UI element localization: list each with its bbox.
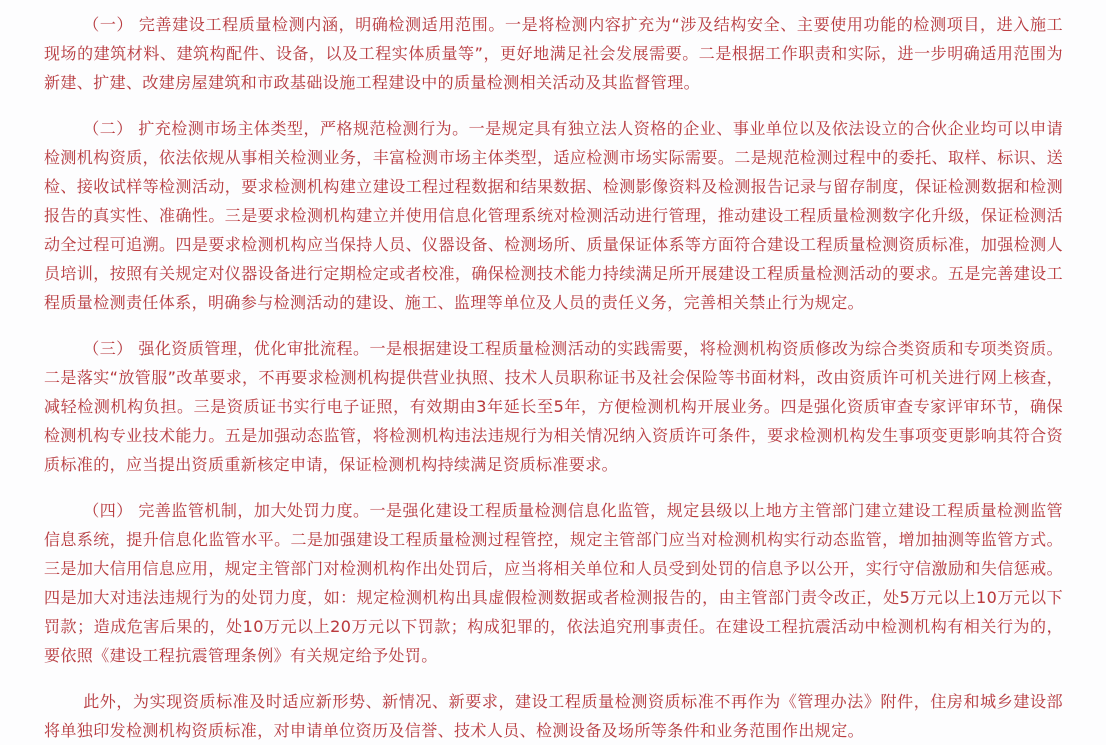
paragraph-5-additional-note: 此外，为实现资质标准及时适应新形势、新情况、新要求，建设工程质量检测资质标准不再作为《管理办法》附件，住房和城乡建设部将单独印发检测机构资质标准，对申请单位资历及信誉、技术人员、检测设备及场所等条件和业务范围作出规定。 — [44, 692, 1063, 740]
paragraph-1-detection-scope: （一） 完善建设工程质量检测内涵，明确检测适用范围。一是将检测内容扩充为“涉及结构安全、主要使用功能的检测项目，进入施工现场的建筑材料、建筑构配件、设备，以及工程实体质量等”，更好地满足社会发展需要。二是根据工作职责和实际，进一步明确适用范围为新建、扩建、改建房屋建筑和市政基础设施工程建设中的质量检测相关活动及其监督管理。 — [44, 15, 1063, 92]
paragraph-2-market-entities: （二） 扩充检测市场主体类型，严格规范检测行为。一是规定具有独立法人资格的企业、事业单位以及依法设立的合伙企业均可以申请检测机构资质，依法依规从事相关检测业务，丰富检测市场主体类型，适应检测市场实际需要。二是规范检测过程中的委托、取样、标识、送检、接收试样等检测活动，要求检测机构建立建设工程过程数据和结果数据、检测影像资料及检测报告记录与留存制度，保证检测数据和检测报告的真实性、准确性。三是要求检测机构建立并使用信息化管理系统对检测活动进行管理，推动建设工程质量检测数字化升级，保证检测活动全过程可追溯。四是要求检测机构应当保持人员、仪器设备、检测场所、质量保证体系等方面符合建设工程质量检测资质标准，加强检测人员培训，按照有关规定对仪器设备进行定期检定或者校准，确保检测技术能力持续满足所开展建设工程质量检测活动的要求。五是完善建设工程质量检测责任体系，明确参与检测活动的建设、施工、监理等单位及人员的责任义务，完善相关禁止行为规定。 — [44, 119, 1063, 312]
document-body — [44, 10, 1063, 745]
paragraph-3-qualification-management: （三） 强化资质管理，优化审批流程。一是根据建设工程质量检测活动的实践需要，将检测机构资质修改为综合类资质和专项类资质。二是落实“放管服”改革要求，不再要求检测机构提供营业执照、技术人员职称证书及社会保险等书面材料，改由资质许可机关进行网上核查，减轻检测机构负担。三是资质证书实行电子证照，有效期由3年延长至5年，方便检测机构开展业务。四是强化资质审查专家评审环节，确保检测机构专业技术能力。五是加强动态监管，将检测机构违法违规行为相关情况纳入资质许可条件，要求检测机构发生事项变更影响其符合资质标准的，应当提出资质重新核定申请，保证检测机构持续满足资质标准要求。 — [44, 339, 1063, 474]
paragraph-4-supervision-penalties: （四） 完善监管机制，加大处罚力度。一是强化建设工程质量检测信息化监管，规定县级以上地方主管部门建立建设工程质量检测监管信息系统，提升信息化监管水平。二是加强建设工程质量检测过程管控，规定主管部门应当对检测机构实行动态监管，增加抽测等监管方式。三是加大信用信息应用，规定主管部门对检测机构作出处罚后，应当将相关单位和人员受到处罚的信息予以公开，实行守信激励和失信惩戒。四是加大对违法违规行为的处罚力度，如：规定检测机构出具虚假检测数据或者检测报告的，由主管部门责令改正，处5万元以上10万元以下罚款；造成危害后果的，处10万元以上20万元以下罚款；构成犯罪的，依法追究刑事责任。在建设工程抗震活动中检测机构有相关行为的，要依照《建设工程抗震管理条例》有关规定给予处罚。 — [44, 501, 1063, 665]
